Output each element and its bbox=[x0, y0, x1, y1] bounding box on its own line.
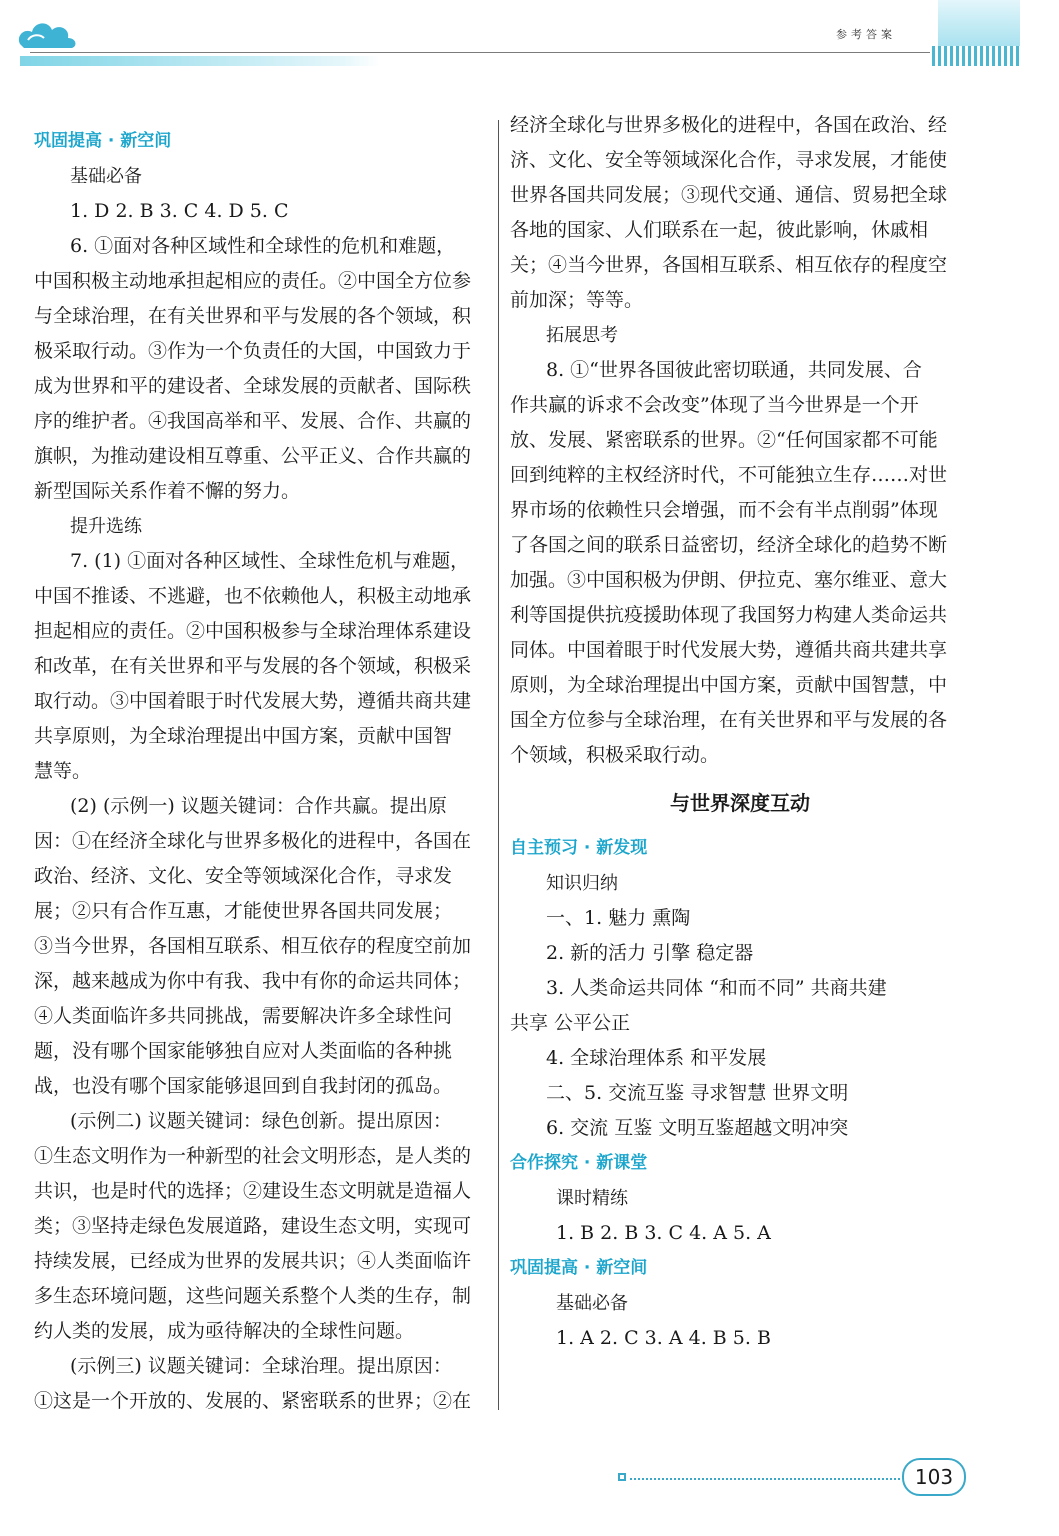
text-line: 界市场的依赖性只会增强，而不会有半点削弱”体现 bbox=[510, 499, 938, 521]
text-line: 济、文化、安全等领域深化合作，寻求发展，才能使 bbox=[510, 149, 948, 171]
section-heading: 巩固提高 · 新空间 bbox=[510, 1258, 648, 1278]
section-heading: 巩固提高 · 新空间 bbox=[34, 131, 172, 151]
header-label: 参考答案 bbox=[836, 28, 896, 41]
text-line: 经济全球化与世界多极化的进程中，各国在政治、经 bbox=[510, 114, 948, 136]
question-7-2 bbox=[34, 789, 486, 1104]
text-line: (示例三) 议题关键词：全球治理。提出原因： bbox=[70, 1355, 452, 1377]
continued-answer bbox=[510, 108, 970, 318]
text-line: 新型国际关系作着不懈的努力。 bbox=[34, 480, 301, 502]
cloud-logo-icon bbox=[14, 14, 84, 54]
text-line: 关；④当今世界，各国相互联系、相互依存的程度空 bbox=[510, 254, 948, 276]
text-line: 同体。中国着眼于时代发展大势，遵循共商共建共享 bbox=[510, 639, 948, 661]
footer-square-icon bbox=[618, 1473, 626, 1481]
header-rule bbox=[30, 52, 930, 53]
text-line: 旗帜，为推动建设相互尊重、公平正义、合作共赢的 bbox=[34, 445, 472, 467]
section-heading: 自主预习 · 新发现 bbox=[510, 838, 648, 858]
text-line: 共识，也是时代的选择；②建设生态文明就是造福人 bbox=[34, 1180, 472, 1202]
text-line: 2. 新的活力 引擎 稳定器 bbox=[546, 942, 754, 964]
section-heading: 合作探究 · 新课堂 bbox=[510, 1153, 648, 1173]
text-line: 约人类的发展，成为亟待解决的全球性问题。 bbox=[34, 1320, 415, 1342]
text-line: 多生态环境问题，这些问题关系整个人类的生存，制 bbox=[34, 1285, 472, 1307]
text-line: (2) (示例一) 议题关键词：合作共赢。提出原 bbox=[70, 795, 447, 817]
example-3 bbox=[34, 1349, 486, 1419]
page-number: 103 bbox=[902, 1458, 966, 1496]
text-line: 序的维护者。④我国高举和平、发展、合作、共赢的 bbox=[34, 410, 472, 432]
text-line: 作共赢的诉求不会改变”体现了当今世界是一个开 bbox=[510, 394, 919, 416]
text-line: 极采取行动。③作为一个负责任的大国，中国致力于 bbox=[34, 340, 472, 362]
page-header bbox=[0, 0, 1059, 70]
text-line: 6. ①面对各种区域性和全球性的危机和难题， bbox=[70, 235, 456, 257]
text-line: 取行动。③中国着眼于时代发展大势，遵循共商共建 bbox=[34, 690, 472, 712]
text-line: 深，越来越成为你中有我、我中有你的命运共同体； bbox=[34, 970, 472, 992]
text-line: 展；②只有合作互惠，才能使世界各国共同发展； bbox=[34, 900, 453, 922]
header-gradient-bar bbox=[20, 56, 380, 66]
text-line: 各地的国家、人们联系在一起，彼此影响，休戚相 bbox=[510, 219, 929, 241]
text-line: 前加深；等等。 bbox=[510, 289, 644, 311]
left-column bbox=[34, 108, 486, 1419]
header-stripes bbox=[932, 46, 1020, 66]
text-line: 4. 全球治理体系 和平发展 bbox=[546, 1047, 767, 1069]
text-line: 了各国之间的联系日益密切，经济全球化的趋势不断 bbox=[510, 534, 948, 556]
text-line: 国全方位参与全球治理，在有关世界和平与发展的各 bbox=[510, 709, 948, 731]
text-line: 类；③坚持走绿色发展道路，建设生态文明，实现可 bbox=[34, 1215, 472, 1237]
footer-dotted-rule bbox=[630, 1478, 900, 1480]
sub-heading: 基础必备 bbox=[70, 166, 142, 187]
text-line: 题，没有哪个国家能够独自应对人类面临的各种挑 bbox=[34, 1040, 453, 1062]
text-line: (示例二) 议题关键词：绿色创新。提出原因： bbox=[70, 1110, 452, 1132]
text-line: 持续发展，已经成为世界的发展共识；④人类面临许 bbox=[34, 1250, 472, 1272]
text-line: ③当今世界，各国相互联系、相互依存的程度空前加 bbox=[34, 935, 472, 957]
text-line: 中国积极主动地承担起相应的责任。②中国全方位参 bbox=[34, 270, 472, 292]
text-line: 成为世界和平的建设者、全球发展的贡献者、国际秩 bbox=[34, 375, 472, 397]
text-line: 共享原则，为全球治理提出中国方案，贡献中国智 bbox=[34, 725, 453, 747]
answer-line: 1. D 2. B 3. C 4. D 5. C bbox=[70, 200, 289, 222]
text-line: 二、5. 交流互鉴 寻求智慧 世界文明 bbox=[546, 1082, 849, 1104]
text-line: 慧等。 bbox=[34, 760, 92, 782]
question-6 bbox=[34, 229, 486, 509]
sub-heading: 提升选练 bbox=[70, 516, 142, 537]
text-line: 加强。③中国积极为伊朗、伊拉克、塞尔维亚、意大 bbox=[510, 569, 948, 591]
text-line: 利等国提供抗疫援助体现了我国努力构建人类命运共 bbox=[510, 604, 948, 626]
text-line: 共享 公平公正 bbox=[510, 1012, 631, 1034]
text-line: 与全球治理，在有关世界和平与发展的各个领域，积 bbox=[34, 305, 472, 327]
column-divider bbox=[498, 120, 499, 1410]
text-line: ④人类面临许多共同挑战，需要解决许多全球性问 bbox=[34, 1005, 453, 1027]
answer-line: 1. A 2. C 3. A 4. B 5. B bbox=[556, 1327, 771, 1349]
knowledge-list bbox=[510, 901, 970, 1146]
text-line: 个领域，积极采取行动。 bbox=[510, 744, 720, 766]
text-line: ①这是一个开放的、发展的、紧密联系的世界；②在 bbox=[34, 1390, 472, 1412]
text-line: 放、发展、紧密联系的世界。②“任何国家都不可能 bbox=[510, 429, 938, 451]
text-line: ①生态文明作为一种新型的社会文明形态，是人类的 bbox=[34, 1145, 472, 1167]
example-2 bbox=[34, 1104, 486, 1349]
text-line: 回到纯粹的主权经济时代，不可能独立生存……对世 bbox=[510, 464, 948, 486]
text-line: 一、1. 魅力 熏陶 bbox=[546, 907, 691, 929]
sub-heading: 知识归纳 bbox=[546, 873, 618, 894]
lesson-title: 与世界深度互动 bbox=[670, 791, 810, 815]
text-line: 3. 人类命运共同体 “和而不同” 共商共建 bbox=[546, 977, 887, 999]
text-line: 原则，为全球治理提出中国方案，贡献中国智慧，中 bbox=[510, 674, 948, 696]
question-8 bbox=[510, 353, 970, 773]
text-line: 担起相应的责任。②中国积极参与全球治理体系建设 bbox=[34, 620, 472, 642]
text-line: 战，也没有哪个国家能够退回到自我封闭的孤岛。 bbox=[34, 1075, 453, 1097]
sub-heading: 拓展思考 bbox=[546, 325, 618, 346]
question-7 bbox=[34, 544, 486, 789]
text-line: 因：①在经济全球化与世界多极化的进程中，各国在 bbox=[34, 830, 472, 852]
text-line: 7. (1) ①面对各种区域性、全球性危机与难题， bbox=[70, 550, 470, 572]
text-line: 世界各国共同发展；③现代交通、通信、贸易把全球 bbox=[510, 184, 948, 206]
sub-heading: 课时精练 bbox=[556, 1188, 628, 1209]
sub-heading: 基础必备 bbox=[556, 1293, 628, 1314]
text-line: 8. ①“世界各国彼此密切联通，共同发展、合 bbox=[546, 359, 922, 381]
text-line: 政治、经济、文化、安全等领域深化合作，寻求发 bbox=[34, 865, 453, 887]
answer-line: 1. B 2. B 3. C 4. A 5. A bbox=[556, 1222, 771, 1244]
header-corner-block bbox=[938, 0, 1020, 46]
text-line: 6. 交流 互鉴 文明互鉴超越文明冲突 bbox=[546, 1117, 849, 1139]
right-column bbox=[510, 108, 970, 1356]
text-line: 和改革，在有关世界和平与发展的各个领域，积极采 bbox=[34, 655, 472, 677]
text-line: 中国不推诿、不逃避，也不依赖他人，积极主动地承 bbox=[34, 585, 472, 607]
